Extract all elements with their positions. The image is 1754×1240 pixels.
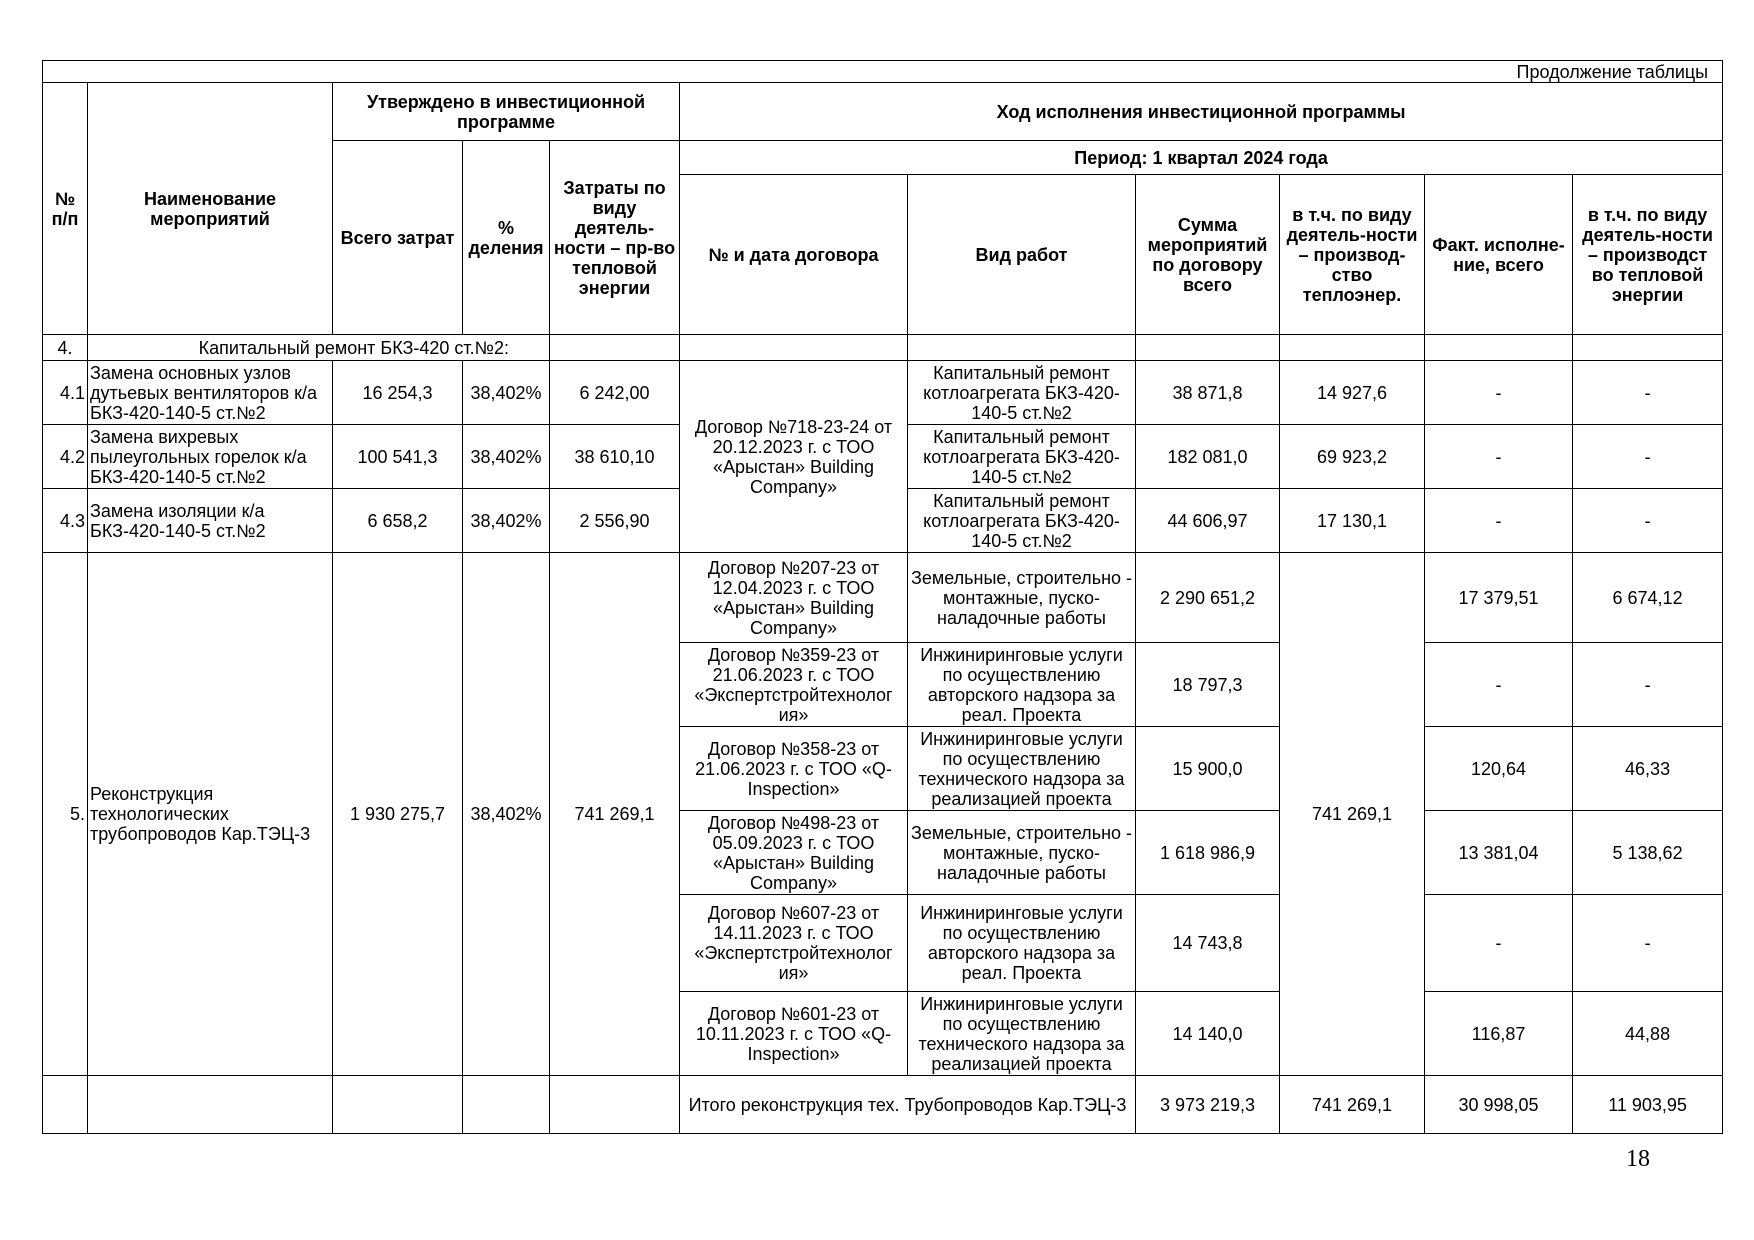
row-contract: Договор №359-23 от 21.06.2023 г. с ТОО «Экспертстройтехнолог ия»: [680, 643, 908, 727]
row-fact: -: [1425, 643, 1573, 727]
total-row: [43, 1076, 1723, 1134]
header-period: Период: 1 квартал 2024 года: [680, 141, 1723, 175]
row-fact: -: [1425, 895, 1573, 992]
row-incl: 69 923,2: [1280, 425, 1425, 489]
row-percent: 38,402%: [463, 425, 550, 489]
row-sum: 1 618 986,9: [1136, 811, 1280, 895]
section-5-name: Реконструкция технологических трубопроводов Кар.ТЭЦ-3: [88, 553, 333, 1076]
row-contract: Договор №498-23 от 05.09.2023 г. с ТОО «Арыстан» Building Company»: [680, 811, 908, 895]
row-name: Замена основных узлов дутьевых вентиляторов к/а БКЗ-420-140-5 ст.№2: [88, 361, 333, 425]
row-sum: 182 081,0: [1136, 425, 1280, 489]
table-row: [43, 361, 1723, 425]
row-fact: 13 381,04: [1425, 811, 1573, 895]
header-num: № п/п: [43, 83, 88, 335]
row-fact: 116,87: [1425, 992, 1573, 1076]
section-5-cost: 741 269,1: [550, 553, 680, 1076]
row-sum: 2 290 651,2: [1136, 553, 1280, 643]
row-percent: 38,402%: [463, 361, 550, 425]
row-fact-heat: -: [1573, 643, 1723, 727]
total-label: Итого реконструкция тех. Трубопроводов Кар.ТЭЦ-3: [680, 1076, 1136, 1134]
row-fact-heat: 46,33: [1573, 727, 1723, 811]
section-5-incl: 741 269,1: [1280, 553, 1425, 1076]
row-name: Замена вихревых пылеугольных горелок к/а БКЗ-420-140-5 ст.№2: [88, 425, 333, 489]
row-fact-heat: -: [1573, 895, 1723, 992]
row-incl: 17 130,1: [1280, 489, 1425, 553]
continuation-row: [43, 61, 1723, 83]
total-fact: 30 998,05: [1425, 1076, 1573, 1134]
row-total: 16 254,3: [333, 361, 463, 425]
row-name: Замена изоляции к/а БКЗ-420-140-5 ст.№2: [88, 489, 333, 553]
row-fact-heat: 5 138,62: [1573, 811, 1723, 895]
row-work: Инжиниринговые услуги по осуществлению технического надзора за реализацией проекта: [908, 992, 1136, 1076]
row-cost: 38 610,10: [550, 425, 680, 489]
row-fact: -: [1425, 361, 1573, 425]
section-4-num: 4.: [43, 335, 88, 361]
row-fact-heat: -: [1573, 489, 1723, 553]
row-fact-heat: 44,88: [1573, 992, 1723, 1076]
header-work-type: Вид работ: [908, 175, 1136, 335]
row-sum: 18 797,3: [1136, 643, 1280, 727]
row-sum: 14 743,8: [1136, 895, 1280, 992]
table-row: [43, 553, 1723, 643]
row-work: Земельные, строительно - монтажные, пуско-наладочные работы: [908, 553, 1136, 643]
section-4-contract: Договор №718-23-24 от 20.12.2023 г. с ТОО «Арыстан» Building Company»: [680, 361, 908, 553]
row-num: 4.2: [43, 425, 88, 489]
section-4-title: Капитальный ремонт БКЗ-420 ст.№2:: [88, 335, 550, 361]
row-work: Земельные, строительно - монтажные, пуско-наладочные работы: [908, 811, 1136, 895]
row-fact: -: [1425, 489, 1573, 553]
section-4-row: [43, 335, 1723, 361]
row-work: Капитальный ремонт котлоагрегата БКЗ-420-140-5 ст.№2: [908, 489, 1136, 553]
total-fact-heat: 11 903,95: [1573, 1076, 1723, 1134]
page-number: 18: [1626, 1146, 1650, 1172]
row-contract: Договор №207-23 от 12.04.2023 г. с ТОО «Арыстан» Building Company»: [680, 553, 908, 643]
header-actual-heat: в т.ч. по виду деятель-ности – производст во тепловой энергии: [1573, 175, 1723, 335]
row-contract: Договор №601-23 от 10.11.2023 г. с ТОО «Q-Inspection»: [680, 992, 908, 1076]
row-cost: 2 556,90: [550, 489, 680, 553]
row-fact: -: [1425, 425, 1573, 489]
row-total: 100 541,3: [333, 425, 463, 489]
section-5-total: 1 930 275,7: [333, 553, 463, 1076]
section-5-num: 5.: [43, 553, 88, 1076]
row-fact-heat: 6 674,12: [1573, 553, 1723, 643]
total-incl: 741 269,1: [1280, 1076, 1425, 1134]
row-work: Капитальный ремонт котлоагрегата БКЗ-420-140-5 ст.№2: [908, 425, 1136, 489]
row-fact-heat: -: [1573, 425, 1723, 489]
header-contract-sum: Сумма мероприятий по договору всего: [1136, 175, 1280, 335]
row-fact: 120,64: [1425, 727, 1573, 811]
row-percent: 38,402%: [463, 489, 550, 553]
row-num: 4.3: [43, 489, 88, 553]
row-sum: 14 140,0: [1136, 992, 1280, 1076]
header-contract: № и дата договора: [680, 175, 908, 335]
header-name: Наименование мероприятий: [88, 83, 333, 335]
header-percent: % деления: [463, 141, 550, 335]
header-approved-group: Утверждено в инвестиционной программе: [333, 83, 680, 141]
row-contract: Договор №607-23 от 14.11.2023 г. с ТОО «Экспертстройтехнолог ия»: [680, 895, 908, 992]
row-contract: Договор №358-23 от 21.06.2023 г. с ТОО «Q-Inspection»: [680, 727, 908, 811]
investment-program-table: [42, 60, 1723, 1134]
row-cost: 6 242,00: [550, 361, 680, 425]
row-fact-heat: -: [1573, 361, 1723, 425]
row-work: Капитальный ремонт котлоагрегата БКЗ-420-140-5 ст.№2: [908, 361, 1136, 425]
row-work: Инжиниринговые услуги по осуществлению авторского надзора за реал. Проекта: [908, 895, 1136, 992]
header-actual-total: Факт. исполне-ние, всего: [1425, 175, 1573, 335]
header-progress-group: Ход исполнения инвестиционной программы: [680, 83, 1723, 141]
row-sum: 38 871,8: [1136, 361, 1280, 425]
row-work: Инжиниринговые услуги по осуществлению технического надзора за реализацией проекта: [908, 727, 1136, 811]
continuation-label: Продолжение таблицы: [43, 61, 1723, 83]
header-total-cost: Всего затрат: [333, 141, 463, 335]
header-cost-by-activity: Затраты по виду деятель-ности – пр-во тепловой энергии: [550, 141, 680, 335]
row-sum: 44 606,97: [1136, 489, 1280, 553]
total-sum: 3 973 219,3: [1136, 1076, 1280, 1134]
row-work: Инжиниринговые услуги по осуществлению авторского надзора за реал. Проекта: [908, 643, 1136, 727]
row-incl: 14 927,6: [1280, 361, 1425, 425]
row-sum: 15 900,0: [1136, 727, 1280, 811]
row-total: 6 658,2: [333, 489, 463, 553]
row-fact: 17 379,51: [1425, 553, 1573, 643]
header-incl-heat-prod: в т.ч. по виду деятель-ности – производ-ство теплоэнер.: [1280, 175, 1425, 335]
header-row-1: [43, 83, 1723, 141]
section-5-percent: 38,402%: [463, 553, 550, 1076]
row-num: 4.1: [43, 361, 88, 425]
